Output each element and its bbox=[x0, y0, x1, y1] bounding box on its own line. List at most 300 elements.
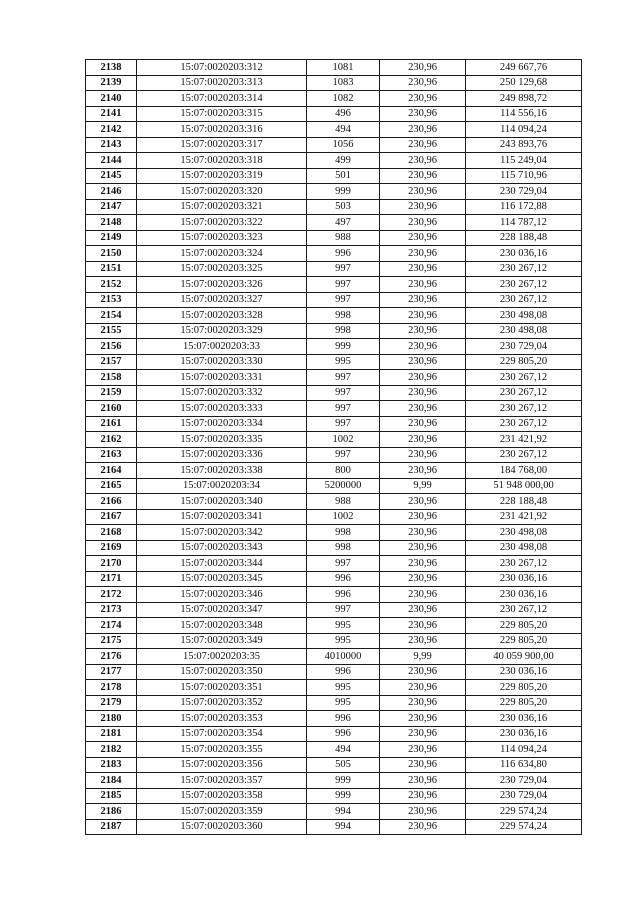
area-cell: 997 bbox=[307, 602, 380, 618]
cadastral-number-cell: 15:07:0020203:335 bbox=[137, 432, 307, 448]
cadastral-number-cell: 15:07:0020203:33 bbox=[137, 339, 307, 355]
area-cell: 996 bbox=[307, 726, 380, 742]
total-value-cell: 229 805,20 bbox=[466, 354, 582, 370]
unit-value-cell: 230,96 bbox=[380, 153, 466, 169]
area-cell: 994 bbox=[307, 819, 380, 835]
table-row bbox=[86, 726, 582, 742]
table-row bbox=[86, 819, 582, 835]
cadastral-number-cell: 15:07:0020203:346 bbox=[137, 587, 307, 603]
unit-value-cell: 230,96 bbox=[380, 230, 466, 246]
unit-value-cell: 230,96 bbox=[380, 339, 466, 355]
row-number-cell: 2143 bbox=[86, 137, 137, 153]
unit-value-cell: 230,96 bbox=[380, 323, 466, 339]
area-cell: 998 bbox=[307, 308, 380, 324]
cadastral-number-cell: 15:07:0020203:356 bbox=[137, 757, 307, 773]
unit-value-cell: 230,96 bbox=[380, 571, 466, 587]
cadastral-number-cell: 15:07:0020203:323 bbox=[137, 230, 307, 246]
area-cell: 496 bbox=[307, 106, 380, 122]
total-value-cell: 231 421,92 bbox=[466, 509, 582, 525]
unit-value-cell: 230,96 bbox=[380, 215, 466, 231]
cadastral-number-cell: 15:07:0020203:328 bbox=[137, 308, 307, 324]
area-cell: 497 bbox=[307, 215, 380, 231]
total-value-cell: 230 498,08 bbox=[466, 323, 582, 339]
unit-value-cell: 230,96 bbox=[380, 463, 466, 479]
table-row bbox=[86, 168, 582, 184]
table-row bbox=[86, 292, 582, 308]
row-number-cell: 2150 bbox=[86, 246, 137, 262]
area-cell: 994 bbox=[307, 804, 380, 820]
total-value-cell: 114 094,24 bbox=[466, 742, 582, 758]
cadastral-number-cell: 15:07:0020203:350 bbox=[137, 664, 307, 680]
row-number-cell: 2172 bbox=[86, 587, 137, 603]
unit-value-cell: 230,96 bbox=[380, 122, 466, 138]
cadastral-number-cell: 15:07:0020203:327 bbox=[137, 292, 307, 308]
cadastral-number-cell: 15:07:0020203:347 bbox=[137, 602, 307, 618]
unit-value-cell: 230,96 bbox=[380, 292, 466, 308]
table-row bbox=[86, 230, 582, 246]
table-row bbox=[86, 711, 582, 727]
area-cell: 998 bbox=[307, 323, 380, 339]
total-value-cell: 114 556,16 bbox=[466, 106, 582, 122]
unit-value-cell: 230,96 bbox=[380, 587, 466, 603]
table-row bbox=[86, 494, 582, 510]
total-value-cell: 230 036,16 bbox=[466, 571, 582, 587]
table-row bbox=[86, 478, 582, 494]
unit-value-cell: 230,96 bbox=[380, 385, 466, 401]
unit-value-cell: 230,96 bbox=[380, 680, 466, 696]
table-row bbox=[86, 323, 582, 339]
cadastral-number-cell: 15:07:0020203:332 bbox=[137, 385, 307, 401]
total-value-cell: 184 768,00 bbox=[466, 463, 582, 479]
area-cell: 997 bbox=[307, 261, 380, 277]
area-cell: 995 bbox=[307, 695, 380, 711]
area-cell: 996 bbox=[307, 246, 380, 262]
cadastral-number-cell: 15:07:0020203:352 bbox=[137, 695, 307, 711]
area-cell: 996 bbox=[307, 664, 380, 680]
total-value-cell: 229 574,24 bbox=[466, 819, 582, 835]
row-number-cell: 2141 bbox=[86, 106, 137, 122]
row-number-cell: 2163 bbox=[86, 447, 137, 463]
table-row bbox=[86, 153, 582, 169]
total-value-cell: 228 188,48 bbox=[466, 230, 582, 246]
table-row bbox=[86, 447, 582, 463]
cadastral-number-cell: 15:07:0020203:34 bbox=[137, 478, 307, 494]
unit-value-cell: 230,96 bbox=[380, 602, 466, 618]
unit-value-cell: 230,96 bbox=[380, 184, 466, 200]
cadastral-number-cell: 15:07:0020203:349 bbox=[137, 633, 307, 649]
unit-value-cell: 230,96 bbox=[380, 804, 466, 820]
unit-value-cell: 230,96 bbox=[380, 277, 466, 293]
area-cell: 997 bbox=[307, 401, 380, 417]
cadastral-number-cell: 15:07:0020203:315 bbox=[137, 106, 307, 122]
row-number-cell: 2145 bbox=[86, 168, 137, 184]
area-cell: 995 bbox=[307, 354, 380, 370]
total-value-cell: 230 267,12 bbox=[466, 261, 582, 277]
cadastral-number-cell: 15:07:0020203:343 bbox=[137, 540, 307, 556]
area-cell: 501 bbox=[307, 168, 380, 184]
cadastral-number-cell: 15:07:0020203:348 bbox=[137, 618, 307, 634]
unit-value-cell: 9,99 bbox=[380, 649, 466, 665]
area-cell: 999 bbox=[307, 788, 380, 804]
total-value-cell: 116 634,80 bbox=[466, 757, 582, 773]
area-cell: 800 bbox=[307, 463, 380, 479]
table-row bbox=[86, 757, 582, 773]
area-cell: 503 bbox=[307, 199, 380, 215]
unit-value-cell: 230,96 bbox=[380, 106, 466, 122]
cadastral-number-cell: 15:07:0020203:331 bbox=[137, 370, 307, 386]
row-number-cell: 2165 bbox=[86, 478, 137, 494]
total-value-cell: 230 267,12 bbox=[466, 556, 582, 572]
total-value-cell: 230 498,08 bbox=[466, 308, 582, 324]
unit-value-cell: 230,96 bbox=[380, 742, 466, 758]
row-number-cell: 2148 bbox=[86, 215, 137, 231]
cadastral-number-cell: 15:07:0020203:358 bbox=[137, 788, 307, 804]
table-row bbox=[86, 91, 582, 107]
cadastral-number-cell: 15:07:0020203:325 bbox=[137, 261, 307, 277]
area-cell: 999 bbox=[307, 184, 380, 200]
unit-value-cell: 230,96 bbox=[380, 137, 466, 153]
table-row bbox=[86, 742, 582, 758]
row-number-cell: 2159 bbox=[86, 385, 137, 401]
total-value-cell: 114 787,12 bbox=[466, 215, 582, 231]
cadastral-number-cell: 15:07:0020203:314 bbox=[137, 91, 307, 107]
area-cell: 997 bbox=[307, 416, 380, 432]
unit-value-cell: 230,96 bbox=[380, 60, 466, 76]
area-cell: 995 bbox=[307, 618, 380, 634]
total-value-cell: 230 498,08 bbox=[466, 540, 582, 556]
row-number-cell: 2149 bbox=[86, 230, 137, 246]
table-row bbox=[86, 75, 582, 91]
total-value-cell: 228 188,48 bbox=[466, 494, 582, 510]
cadastral-number-cell: 15:07:0020203:359 bbox=[137, 804, 307, 820]
cadastral-number-cell: 15:07:0020203:357 bbox=[137, 773, 307, 789]
table-row bbox=[86, 587, 582, 603]
total-value-cell: 230 036,16 bbox=[466, 664, 582, 680]
table-row bbox=[86, 804, 582, 820]
table-row bbox=[86, 60, 582, 76]
row-number-cell: 2167 bbox=[86, 509, 137, 525]
cadastral-number-cell: 15:07:0020203:353 bbox=[137, 711, 307, 727]
total-value-cell: 230 729,04 bbox=[466, 773, 582, 789]
unit-value-cell: 230,96 bbox=[380, 664, 466, 680]
total-value-cell: 230 267,12 bbox=[466, 292, 582, 308]
unit-value-cell: 230,96 bbox=[380, 773, 466, 789]
cadastral-number-cell: 15:07:0020203:336 bbox=[137, 447, 307, 463]
row-number-cell: 2173 bbox=[86, 602, 137, 618]
area-cell: 1083 bbox=[307, 75, 380, 91]
table-row bbox=[86, 137, 582, 153]
unit-value-cell: 230,96 bbox=[380, 75, 466, 91]
row-number-cell: 2166 bbox=[86, 494, 137, 510]
row-number-cell: 2138 bbox=[86, 60, 137, 76]
table-row bbox=[86, 401, 582, 417]
row-number-cell: 2177 bbox=[86, 664, 137, 680]
total-value-cell: 51 948 000,00 bbox=[466, 478, 582, 494]
cadastral-number-cell: 15:07:0020203:316 bbox=[137, 122, 307, 138]
unit-value-cell: 230,96 bbox=[380, 432, 466, 448]
row-number-cell: 2140 bbox=[86, 91, 137, 107]
total-value-cell: 230 036,16 bbox=[466, 726, 582, 742]
unit-value-cell: 230,96 bbox=[380, 199, 466, 215]
unit-value-cell: 230,96 bbox=[380, 633, 466, 649]
total-value-cell: 230 036,16 bbox=[466, 711, 582, 727]
total-value-cell: 40 059 900,00 bbox=[466, 649, 582, 665]
area-cell: 1082 bbox=[307, 91, 380, 107]
cadastral-number-cell: 15:07:0020203:317 bbox=[137, 137, 307, 153]
row-number-cell: 2147 bbox=[86, 199, 137, 215]
table-row bbox=[86, 416, 582, 432]
cadastral-number-cell: 15:07:0020203:338 bbox=[137, 463, 307, 479]
table-row bbox=[86, 695, 582, 711]
row-number-cell: 2144 bbox=[86, 153, 137, 169]
total-value-cell: 230 267,12 bbox=[466, 370, 582, 386]
cadastral-number-cell: 15:07:0020203:320 bbox=[137, 184, 307, 200]
table-row bbox=[86, 649, 582, 665]
unit-value-cell: 230,96 bbox=[380, 711, 466, 727]
area-cell: 996 bbox=[307, 571, 380, 587]
row-number-cell: 2171 bbox=[86, 571, 137, 587]
row-number-cell: 2179 bbox=[86, 695, 137, 711]
area-cell: 1081 bbox=[307, 60, 380, 76]
unit-value-cell: 230,96 bbox=[380, 168, 466, 184]
unit-value-cell: 230,96 bbox=[380, 416, 466, 432]
cadastral-number-cell: 15:07:0020203:313 bbox=[137, 75, 307, 91]
table-row bbox=[86, 633, 582, 649]
table-row bbox=[86, 664, 582, 680]
table-row bbox=[86, 106, 582, 122]
area-cell: 997 bbox=[307, 556, 380, 572]
row-number-cell: 2162 bbox=[86, 432, 137, 448]
total-value-cell: 230 267,12 bbox=[466, 447, 582, 463]
cadastral-number-cell: 15:07:0020203:334 bbox=[137, 416, 307, 432]
unit-value-cell: 230,96 bbox=[380, 618, 466, 634]
cadastral-number-cell: 15:07:0020203:341 bbox=[137, 509, 307, 525]
total-value-cell: 230 729,04 bbox=[466, 339, 582, 355]
table-row bbox=[86, 308, 582, 324]
row-number-cell: 2154 bbox=[86, 308, 137, 324]
table-row bbox=[86, 184, 582, 200]
cadastral-number-cell: 15:07:0020203:319 bbox=[137, 168, 307, 184]
total-value-cell: 229 574,24 bbox=[466, 804, 582, 820]
row-number-cell: 2169 bbox=[86, 540, 137, 556]
table-row bbox=[86, 618, 582, 634]
row-number-cell: 2184 bbox=[86, 773, 137, 789]
area-cell: 5200000 bbox=[307, 478, 380, 494]
total-value-cell: 243 893,76 bbox=[466, 137, 582, 153]
row-number-cell: 2161 bbox=[86, 416, 137, 432]
total-value-cell: 230 036,16 bbox=[466, 587, 582, 603]
row-number-cell: 2142 bbox=[86, 122, 137, 138]
cadastral-number-cell: 15:07:0020203:321 bbox=[137, 199, 307, 215]
unit-value-cell: 230,96 bbox=[380, 556, 466, 572]
unit-value-cell: 230,96 bbox=[380, 261, 466, 277]
total-value-cell: 230 267,12 bbox=[466, 602, 582, 618]
unit-value-cell: 230,96 bbox=[380, 540, 466, 556]
area-cell: 999 bbox=[307, 339, 380, 355]
unit-value-cell: 230,96 bbox=[380, 509, 466, 525]
row-number-cell: 2183 bbox=[86, 757, 137, 773]
row-number-cell: 2176 bbox=[86, 649, 137, 665]
row-number-cell: 2164 bbox=[86, 463, 137, 479]
unit-value-cell: 230,96 bbox=[380, 308, 466, 324]
table-row bbox=[86, 122, 582, 138]
area-cell: 998 bbox=[307, 525, 380, 541]
table-body bbox=[86, 60, 582, 835]
total-value-cell: 229 805,20 bbox=[466, 633, 582, 649]
total-value-cell: 114 094,24 bbox=[466, 122, 582, 138]
row-number-cell: 2153 bbox=[86, 292, 137, 308]
area-cell: 494 bbox=[307, 742, 380, 758]
area-cell: 996 bbox=[307, 711, 380, 727]
cadastral-number-cell: 15:07:0020203:326 bbox=[137, 277, 307, 293]
row-number-cell: 2174 bbox=[86, 618, 137, 634]
unit-value-cell: 230,96 bbox=[380, 819, 466, 835]
unit-value-cell: 230,96 bbox=[380, 525, 466, 541]
cadastral-number-cell: 15:07:0020203:322 bbox=[137, 215, 307, 231]
land-plot-table bbox=[85, 59, 582, 835]
row-number-cell: 2185 bbox=[86, 788, 137, 804]
unit-value-cell: 230,96 bbox=[380, 695, 466, 711]
table-row bbox=[86, 463, 582, 479]
area-cell: 995 bbox=[307, 680, 380, 696]
table-row bbox=[86, 199, 582, 215]
total-value-cell: 230 267,12 bbox=[466, 401, 582, 417]
cadastral-number-cell: 15:07:0020203:342 bbox=[137, 525, 307, 541]
area-cell: 997 bbox=[307, 370, 380, 386]
row-number-cell: 2182 bbox=[86, 742, 137, 758]
table-row bbox=[86, 354, 582, 370]
area-cell: 997 bbox=[307, 447, 380, 463]
total-value-cell: 229 805,20 bbox=[466, 695, 582, 711]
area-cell: 988 bbox=[307, 494, 380, 510]
total-value-cell: 231 421,92 bbox=[466, 432, 582, 448]
row-number-cell: 2151 bbox=[86, 261, 137, 277]
area-cell: 1002 bbox=[307, 509, 380, 525]
row-number-cell: 2181 bbox=[86, 726, 137, 742]
table-row bbox=[86, 277, 582, 293]
row-number-cell: 2175 bbox=[86, 633, 137, 649]
table-row bbox=[86, 788, 582, 804]
table-row bbox=[86, 370, 582, 386]
unit-value-cell: 230,96 bbox=[380, 447, 466, 463]
cadastral-number-cell: 15:07:0020203:345 bbox=[137, 571, 307, 587]
table-row bbox=[86, 339, 582, 355]
cadastral-number-cell: 15:07:0020203:355 bbox=[137, 742, 307, 758]
cadastral-number-cell: 15:07:0020203:333 bbox=[137, 401, 307, 417]
row-number-cell: 2170 bbox=[86, 556, 137, 572]
cadastral-number-cell: 15:07:0020203:351 bbox=[137, 680, 307, 696]
row-number-cell: 2160 bbox=[86, 401, 137, 417]
total-value-cell: 230 267,12 bbox=[466, 385, 582, 401]
table-row bbox=[86, 215, 582, 231]
cadastral-number-cell: 15:07:0020203:324 bbox=[137, 246, 307, 262]
area-cell: 997 bbox=[307, 292, 380, 308]
unit-value-cell: 230,96 bbox=[380, 757, 466, 773]
total-value-cell: 229 805,20 bbox=[466, 680, 582, 696]
total-value-cell: 249 898,72 bbox=[466, 91, 582, 107]
table-row bbox=[86, 773, 582, 789]
total-value-cell: 116 172,88 bbox=[466, 199, 582, 215]
table-row bbox=[86, 680, 582, 696]
area-cell: 494 bbox=[307, 122, 380, 138]
cadastral-number-cell: 15:07:0020203:35 bbox=[137, 649, 307, 665]
row-number-cell: 2155 bbox=[86, 323, 137, 339]
table-row bbox=[86, 602, 582, 618]
row-number-cell: 2187 bbox=[86, 819, 137, 835]
area-cell: 998 bbox=[307, 540, 380, 556]
cadastral-number-cell: 15:07:0020203:340 bbox=[137, 494, 307, 510]
total-value-cell: 230 267,12 bbox=[466, 416, 582, 432]
cadastral-number-cell: 15:07:0020203:318 bbox=[137, 153, 307, 169]
cadastral-number-cell: 15:07:0020203:329 bbox=[137, 323, 307, 339]
area-cell: 499 bbox=[307, 153, 380, 169]
total-value-cell: 230 267,12 bbox=[466, 277, 582, 293]
total-value-cell: 115 249,04 bbox=[466, 153, 582, 169]
cadastral-number-cell: 15:07:0020203:344 bbox=[137, 556, 307, 572]
area-cell: 505 bbox=[307, 757, 380, 773]
cadastral-number-cell: 15:07:0020203:354 bbox=[137, 726, 307, 742]
cadastral-number-cell: 15:07:0020203:330 bbox=[137, 354, 307, 370]
row-number-cell: 2180 bbox=[86, 711, 137, 727]
unit-value-cell: 230,96 bbox=[380, 726, 466, 742]
area-cell: 1056 bbox=[307, 137, 380, 153]
row-number-cell: 2139 bbox=[86, 75, 137, 91]
area-cell: 1002 bbox=[307, 432, 380, 448]
area-cell: 997 bbox=[307, 277, 380, 293]
cadastral-number-cell: 15:07:0020203:360 bbox=[137, 819, 307, 835]
total-value-cell: 229 805,20 bbox=[466, 618, 582, 634]
table-row bbox=[86, 556, 582, 572]
unit-value-cell: 230,96 bbox=[380, 246, 466, 262]
area-cell: 988 bbox=[307, 230, 380, 246]
table-row bbox=[86, 571, 582, 587]
total-value-cell: 230 036,16 bbox=[466, 246, 582, 262]
unit-value-cell: 230,96 bbox=[380, 401, 466, 417]
table-row bbox=[86, 540, 582, 556]
table-row bbox=[86, 246, 582, 262]
area-cell: 995 bbox=[307, 633, 380, 649]
unit-value-cell: 9,99 bbox=[380, 478, 466, 494]
area-cell: 999 bbox=[307, 773, 380, 789]
row-number-cell: 2178 bbox=[86, 680, 137, 696]
row-number-cell: 2158 bbox=[86, 370, 137, 386]
area-cell: 4010000 bbox=[307, 649, 380, 665]
row-number-cell: 2168 bbox=[86, 525, 137, 541]
area-cell: 996 bbox=[307, 587, 380, 603]
table-row bbox=[86, 385, 582, 401]
total-value-cell: 250 129,68 bbox=[466, 75, 582, 91]
table-row bbox=[86, 525, 582, 541]
cadastral-number-cell: 15:07:0020203:312 bbox=[137, 60, 307, 76]
unit-value-cell: 230,96 bbox=[380, 370, 466, 386]
total-value-cell: 230 729,04 bbox=[466, 788, 582, 804]
unit-value-cell: 230,96 bbox=[380, 788, 466, 804]
table-row bbox=[86, 509, 582, 525]
unit-value-cell: 230,96 bbox=[380, 494, 466, 510]
table-row bbox=[86, 432, 582, 448]
total-value-cell: 115 710,96 bbox=[466, 168, 582, 184]
row-number-cell: 2186 bbox=[86, 804, 137, 820]
unit-value-cell: 230,96 bbox=[380, 354, 466, 370]
row-number-cell: 2152 bbox=[86, 277, 137, 293]
table-row bbox=[86, 261, 582, 277]
total-value-cell: 249 667,76 bbox=[466, 60, 582, 76]
total-value-cell: 230 729,04 bbox=[466, 184, 582, 200]
area-cell: 997 bbox=[307, 385, 380, 401]
unit-value-cell: 230,96 bbox=[380, 91, 466, 107]
row-number-cell: 2146 bbox=[86, 184, 137, 200]
row-number-cell: 2156 bbox=[86, 339, 137, 355]
